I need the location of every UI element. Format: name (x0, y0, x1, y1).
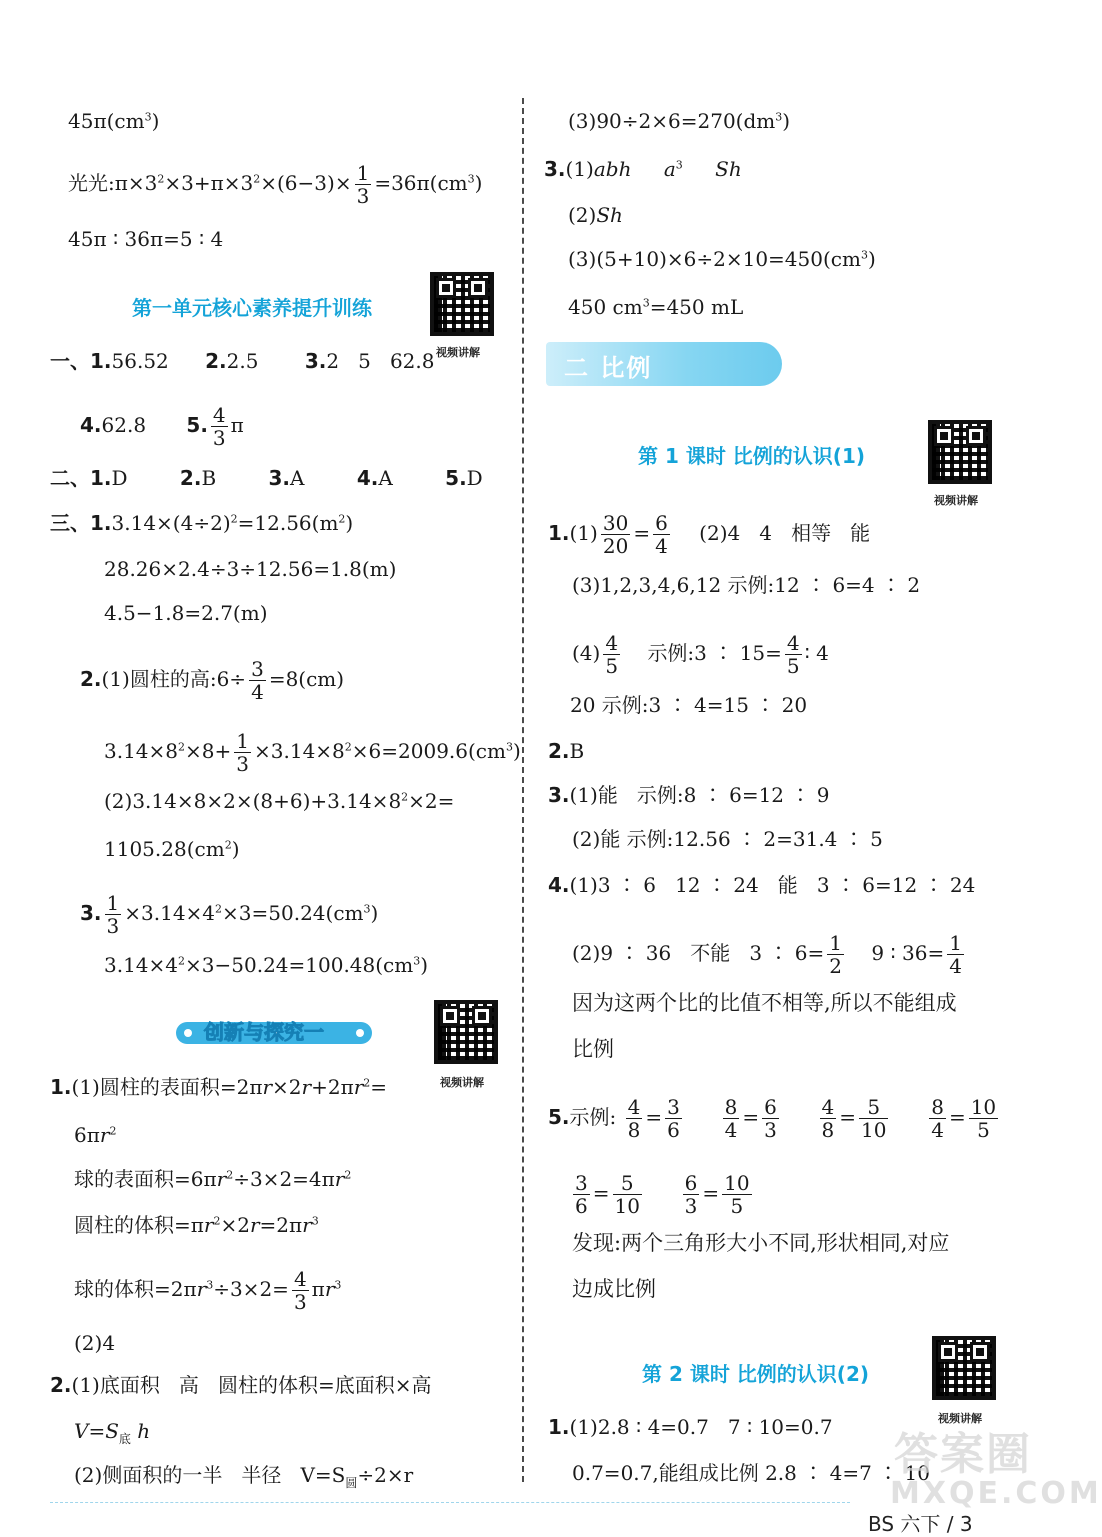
column-divider (522, 98, 524, 1482)
answer-line: 2.B (548, 739, 585, 763)
answer-line: 1.(1)2.8 ∶ 4=0.7 7 ∶ 10=0.7 (548, 1415, 833, 1439)
qr-code-icon[interactable] (928, 420, 992, 484)
fraction: $\frac{8}{4}$ (931, 1095, 944, 1142)
qr-caption: 视频讲解 (440, 1076, 484, 1089)
answer-line: 3.(1)abh $a^3$ Sh (544, 157, 742, 181)
answer-line: $\frac{3}{6}$ = $\frac{5}{10}$ $\frac{6}{3}$ = $\frac{10}{5}$ (575, 1171, 750, 1218)
answer-line: 5.示例: $\frac{4}{8}$ = $\frac{3}{6}$ $\frac{8}{4}$ = $\frac{6}{3}$ $\frac{4}{8}$ = $\frac{5}{10}$ $\frac{8}{4}$ = $\frac{10}{5}$ (548, 1095, 997, 1142)
answer-line: $3.14\times 4^2\times 3-50.24=100.48(cm^3)$ (104, 953, 429, 977)
answer-line: (3)1,2,3,4,6,12 示例:12 ∶ 6=4 ∶ 2 (572, 573, 921, 597)
section-badge: 创新与探究一 (176, 1022, 372, 1044)
footer-rule (50, 1502, 850, 1503)
fraction: $\frac{1}{2}$ (829, 931, 843, 978)
left-column (0, 0, 520, 1536)
fraction: $\frac{5}{10}$ (614, 1171, 640, 1218)
answer-line: $45\pi(cm^3)$ (68, 109, 160, 133)
answer-line: 1.(1)圆柱的表面积$=2\pi r\times 2r+2\pi r^2=$ (50, 1075, 388, 1099)
answer-line: 球的体积$=2\pi r^3\div 3\times 2=$ $\frac{4}{3}$ $\pi r^3$ (74, 1267, 342, 1314)
fraction: $\frac{1}{3}$ (106, 891, 120, 938)
page-number: BS 六下 / 3 (868, 1512, 973, 1536)
answer-line: $(3)90\div 2\times 6=270(dm^3)$ (568, 109, 791, 133)
fraction: $\frac{10}{5}$ (724, 1171, 750, 1218)
answer-line: 圆柱的体积$=\pi r^2\times 2r=2\pi r^3$ (74, 1213, 319, 1237)
fraction: $\frac{4}{5}$ (605, 631, 619, 678)
answer-line: 2.(1)圆柱的高:6÷ $\frac{3}{4}$ =8(cm) (80, 657, 345, 704)
answer-line: 450 $cm^3=450$ mL (568, 295, 744, 319)
answer-line: (4) $\frac{4}{5}$ 示例:3 ∶ 15= $\frac{4}{5}$ ∶ 4 (572, 631, 829, 678)
qr-caption: 视频讲解 (938, 1412, 982, 1425)
answer-line: 球的表面积$=6\pi r^2\div 3\times 2=4\pi r^2$ (74, 1167, 352, 1191)
watermark: 答案圈 MXQE.COM (890, 1429, 1102, 1511)
lesson-title: 第 2 课时 比例的认识(2) (642, 1362, 870, 1386)
answer-line: 二、1.D 2.B 3.A 4.A 5.D (50, 466, 483, 490)
fraction: $\frac{4}{5}$ (786, 631, 800, 678)
fraction: $\frac{6}{3}$ (764, 1095, 777, 1142)
fraction: $\frac{3}{6}$ (667, 1095, 680, 1142)
fraction: $\frac{30}{20}$ (602, 511, 629, 558)
qr-code-icon[interactable] (434, 1000, 498, 1064)
answer-line: 2.(1)底面积 高 圆柱的体积=底面积×高 (50, 1373, 432, 1397)
fraction: $\frac{10}{5}$ (970, 1095, 997, 1142)
fraction: $\frac{3}{4}$ (251, 657, 264, 704)
answer-line: $(3)(5+10)\times 6\div 2\times 10=450(cm^3)$ (568, 247, 876, 271)
answer-line: 一、1.56.52 2.2.5 3.2 5 62.8 (50, 349, 435, 373)
answer-line: 45π ∶ 36π=5 ∶ 4 (68, 227, 224, 251)
answer-line: (2)侧面积的一半 半径 $V=S_圆\div 2\times r$ (74, 1463, 414, 1490)
answer-line: (2)能 示例:12.56 ∶ 2=31.4 ∶ 5 (572, 827, 883, 851)
answer-line: (2)9 ∶ 36 不能 3 ∶ 6= $\frac{1}{2}$ 9 ∶ 36= $\frac{1}{4}$ (572, 931, 962, 978)
qr-caption: 视频讲解 (436, 346, 480, 359)
fraction: $\frac{4}{3}$ (212, 403, 226, 450)
lesson-title: 第 1 课时 比例的认识(1) (638, 444, 866, 468)
answer-line: $3.14\times 8^2\times 8+$ $\frac{1}{3}$ $\times 3.14\times 8^2\times 6=2009.6(cm^3)$ (104, 729, 521, 776)
answer-line: (2)4 (74, 1331, 116, 1355)
answer-line: 边成比例 (572, 1277, 656, 1301)
qr-code-icon[interactable] (430, 272, 494, 336)
answer-line: 因为这两个比的比值不相等,所以不能组成 (572, 991, 957, 1015)
answer-line: 4.62.8 5. $\frac{4}{3}$ π (80, 403, 244, 450)
answer-line: $V=S_底$ h (74, 1419, 151, 1446)
right-column (530, 0, 1102, 1536)
answer-line: 3.(1)能 示例:8 ∶ 6=12 ∶ 9 (548, 783, 830, 807)
qr-code-icon[interactable] (932, 1336, 996, 1400)
answer-line: 发现:两个三角形大小不同,形状相同,对应 (572, 1231, 950, 1255)
fraction: $\frac{1}{3}$ (356, 161, 370, 208)
section-title: 第一单元核心素养提升训练 (132, 296, 372, 320)
fraction: $\frac{4}{3}$ (293, 1267, 307, 1314)
fraction: $\frac{4}{8}$ (821, 1095, 835, 1142)
qr-caption: 视频讲解 (934, 494, 978, 507)
unit-banner: 二 比例 (546, 342, 782, 386)
answer-line: (2)Sh (568, 203, 623, 227)
answer-line: 3. $\frac{1}{3}$ $\times 3.14\times 4^2\times 3=50.24(cm^3)$ (80, 891, 379, 938)
fraction: $\frac{1}{3}$ (236, 729, 249, 776)
answer-line: 三、$1.3.14\times(4\div 2)^2=12.56(m^2)$ (50, 511, 354, 535)
fraction: $\frac{3}{6}$ (575, 1171, 588, 1218)
answer-line: 比例 (572, 1037, 614, 1061)
answer-line: 光光$:\pi\times 3^2\times 3+\pi\times 3^2\times(6-3)\times$ $\frac{1}{3}$ $=36\pi(cm^3)$ (68, 161, 483, 208)
answer-line: 4.5−1.8=2.7(m) (104, 601, 268, 625)
fraction: $\frac{6}{3}$ (684, 1171, 698, 1218)
fraction: $\frac{4}{8}$ (627, 1095, 641, 1142)
fraction: $\frac{1}{4}$ (949, 931, 962, 978)
fraction: $\frac{5}{10}$ (861, 1095, 887, 1142)
answer-line: 1.(1) $\frac{30}{20}$ = $\frac{6}{4}$ (2)4 4 相等 能 (548, 511, 871, 558)
answer-line: 4.(1)3 ∶ 6 12 ∶ 24 能 3 ∶ 6=12 ∶ 24 (548, 873, 976, 897)
fraction: $\frac{8}{4}$ (724, 1095, 738, 1142)
answer-line: $(2)3.14\times 8\times 2\times(8+6)+3.14\times 8^2\times 2=$ (104, 789, 455, 813)
answer-line: $1105.28(cm^2)$ (104, 837, 240, 861)
fraction: $\frac{6}{4}$ (655, 511, 668, 558)
answer-line: $6\pi r^2$ (74, 1123, 117, 1147)
answer-line: 28.26×2.4÷3÷12.56=1.8(m) (104, 557, 397, 581)
answer-line: 0.7=0.7,能组成比例 2.8 ∶ 4=7 ∶ 10 (572, 1461, 930, 1485)
answer-line: 20 示例:3 ∶ 4=15 ∶ 20 (570, 693, 808, 717)
